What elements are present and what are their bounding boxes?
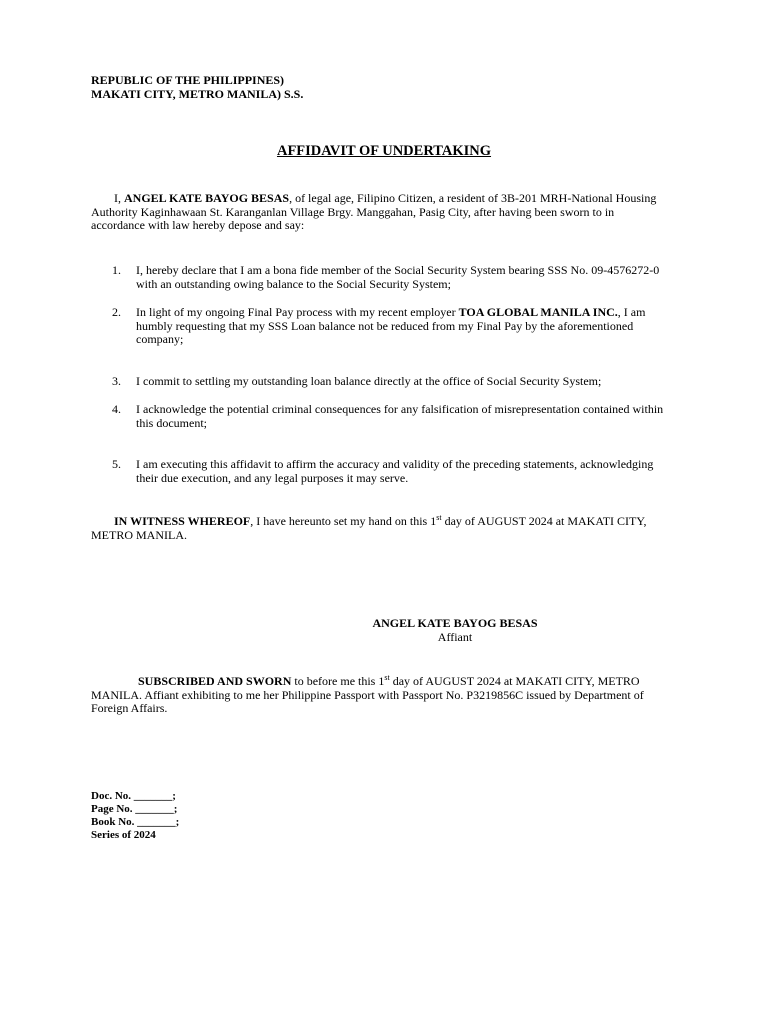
witness-lead: IN WITNESS WHEREOF xyxy=(114,514,251,528)
intro-text: , of legal age, Filipino Citizen, a resident of 3B-201 MRH-National Housing Authority Kaginhawaan St. Karanganlan Village Brgy. Manggahan, Pasig City, after having been sworn to in accordance with law hereby depose and say: xyxy=(91,191,657,232)
jurat-paragraph xyxy=(91,675,671,716)
item-2-text-after: , I am humbly requesting that my SSS Loan balance not be reduced from my Final Pay by the aforementioned company; xyxy=(136,305,646,346)
jurat-lead: SUBSCRIBED AND SWORN xyxy=(138,674,292,688)
venue-line-republic: REPUBLIC OF THE PHILIPPINES) xyxy=(91,73,285,87)
list-item-number: 3. xyxy=(112,374,121,388)
witness-text-2: day of AUGUST 2024 at MAKATI CITY, METRO MANILA. xyxy=(91,514,647,542)
list-item xyxy=(112,264,672,291)
series-line: Series of 2024 xyxy=(91,829,156,841)
list-item-text xyxy=(136,306,672,347)
list-item-number: 4. xyxy=(112,402,121,416)
employer-name: TOA GLOBAL MANILA INC. xyxy=(458,305,618,319)
list-item-text: I am executing this affidavit to affirm the accuracy and validity of the preceding statements, acknowledging their due execution, and any legal purposes it may serve. xyxy=(136,457,654,485)
list-item xyxy=(112,306,672,347)
jurat-ordinal: st xyxy=(384,673,390,682)
list-item-number: 1. xyxy=(112,263,121,277)
document-title xyxy=(0,145,768,159)
intro-affiant-name: ANGEL KATE BAYOG BESAS xyxy=(124,191,290,205)
list-item-text: I, hereby declare that I am a bona fide member of the Social Security System bearing SSS No. 09-4576272-0 with an outstanding owing balance to the Social Security System; xyxy=(136,263,660,291)
list-item-text: I commit to settling my outstanding loan balance directly at the office of Social Security System; xyxy=(136,374,602,388)
page-number-line: Page No. _______; xyxy=(91,803,178,815)
signatory-role: Affiant xyxy=(437,629,473,644)
witness-paragraph xyxy=(91,515,671,542)
jurat-text-1: to before me this 1 xyxy=(291,674,385,688)
list-item-number: 2. xyxy=(112,305,121,319)
signature-block xyxy=(330,617,580,644)
list-item-number: 5. xyxy=(112,457,121,471)
list-item-text: I acknowledge the potential criminal consequences for any falsification of misrepresentation contained within this document; xyxy=(136,402,664,430)
document-title-text: AFFIDAVIT OF UNDERTAKING xyxy=(276,143,492,159)
book-number-line: Book No. _______; xyxy=(91,816,180,828)
list-item xyxy=(112,458,672,485)
intro-prefix: I, xyxy=(114,191,124,205)
signatory-name: ANGEL KATE BAYOG BESAS xyxy=(372,616,538,630)
venue-header xyxy=(91,73,303,101)
venue-line-city: MAKATI CITY, METRO MANILA) S.S. xyxy=(91,87,304,101)
notarial-register xyxy=(91,790,179,842)
item-2-text-before: In light of my ongoing Final Pay process with my recent employer xyxy=(136,305,459,319)
witness-text-1: , I have hereunto set my hand on this 1 xyxy=(250,514,437,528)
intro-paragraph xyxy=(91,192,671,233)
jurat-text-2: day of AUGUST 2024 at MAKATI CITY, METRO MANILA. Affiant exhibiting to me her Philippine Passport with Passport No. P3219856C issued by Department of Foreign Affairs. xyxy=(91,674,644,715)
list-item xyxy=(112,403,672,430)
list-item xyxy=(112,375,672,389)
witness-ordinal: st xyxy=(436,513,442,522)
doc-number-line: Doc. No. _______; xyxy=(91,790,176,802)
